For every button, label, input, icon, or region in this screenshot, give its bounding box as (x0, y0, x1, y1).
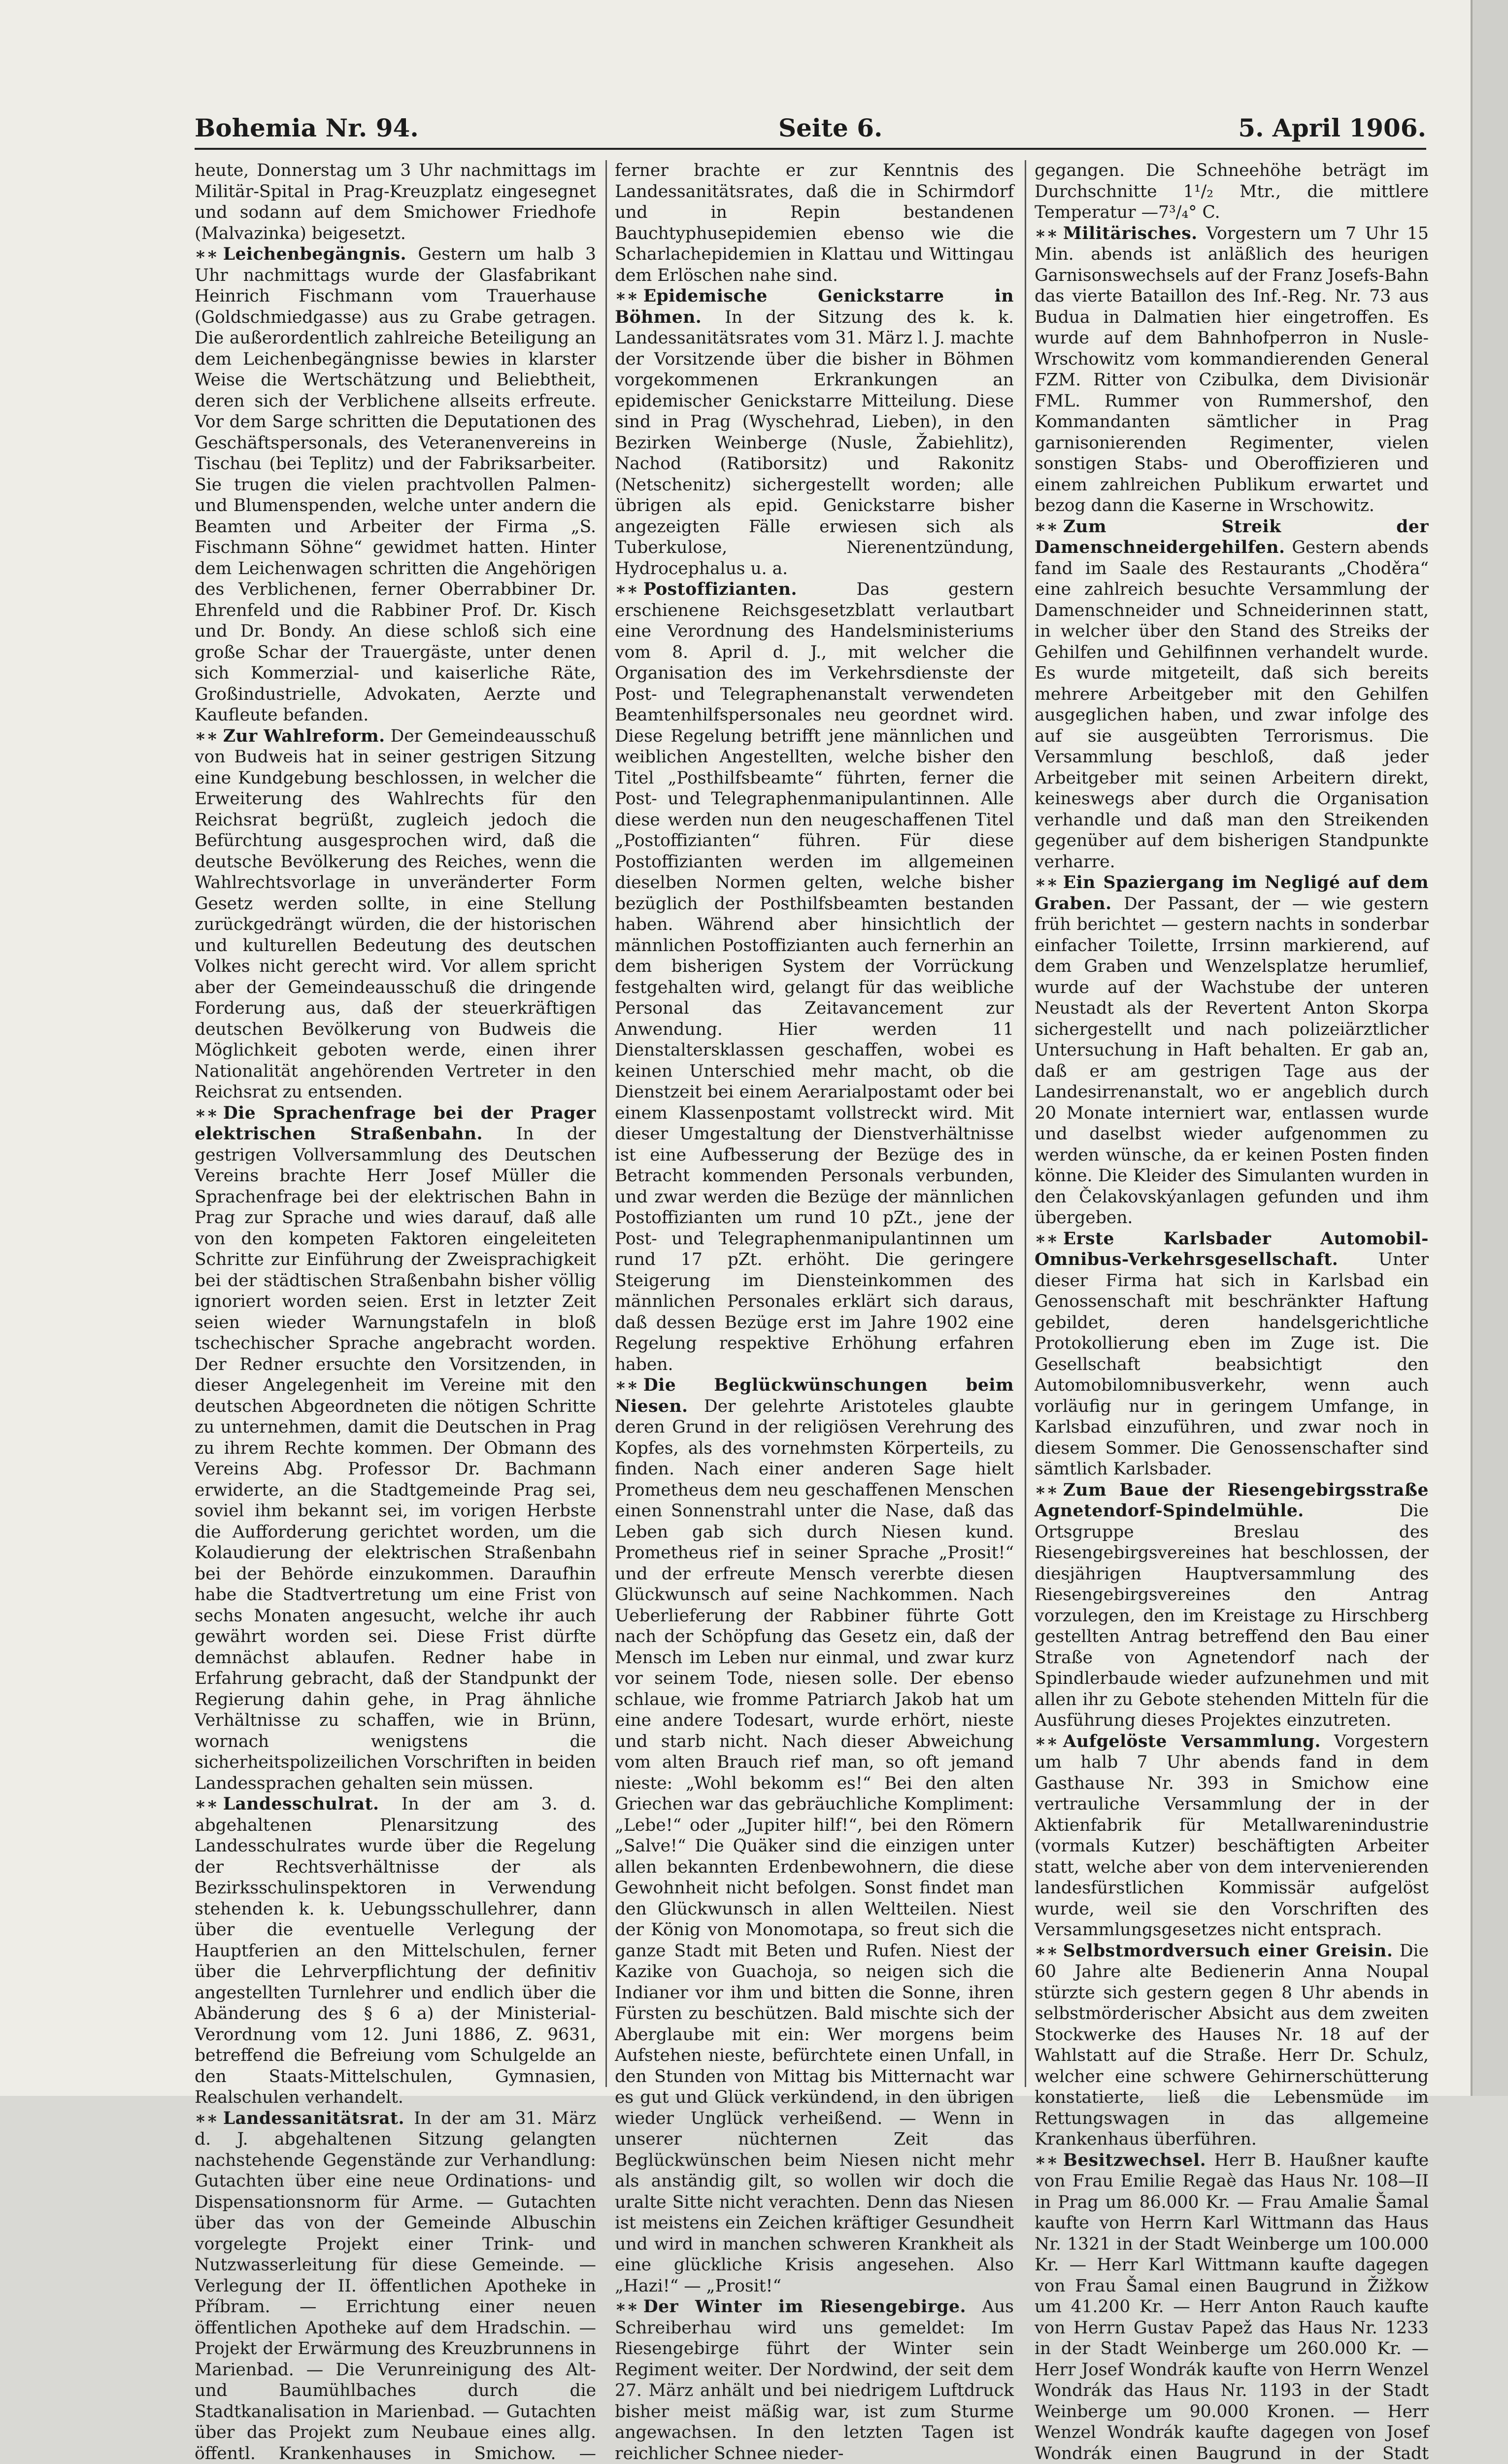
asterism-icon: ∗∗ (195, 244, 218, 264)
article (615, 160, 1014, 286)
article (1035, 516, 1429, 873)
article-headline: Ein Spaziergang im Negligé auf dem Graben. (1035, 873, 1429, 914)
article-headline: Epidemische Genickstarre in Böhmen. (615, 286, 1014, 327)
article-headline: Erste Karlsbader Automobil-Omnibus-Verkehrsgesellschaft. (1035, 1229, 1429, 1270)
article-body: Der gelehrte Aristoteles glaubte deren Grund in der religiösen Verehrung des Kopfes, als des vornehmsten Körperteils, zu finden. Nach einer anderen Sage hielt Prometheus dem neu geschaffenen Menschen einen Sonnenstrahl unter die Nase, daß das Leben gab sich durch Niesen kund. Prometheus rief in seiner Sprache „Prosit!“ und der erfreute Mensch vererbte diesen Glückwunsch auf seine Nachkommen. Nach Ueberlieferung der Rabbiner führte Gott nach der Schöpfung das Gesetz ein, daß der Mensch im Leben nur einmal, und zwar kurz vor seinem Tode, niesen solle. Der ebenso schlaue, wie fromme Patriarch Jakob hat um eine andere Todesart, wurde erhört, nieste und starb nicht. Nach dieser Abweichung vom alten Brauch rief man, so oft jemand nieste: „Wohl bekomm es!“ Bei den alten Griechen war das gebräuchliche Kompliment: „Lebe!“ oder „Jupiter hilf!“, bei den Römern „Salve!“ Die Quäker sind die einzigen unter allen bekannten Erdenbewohnern, die diese Gewohnheit nicht befolgen. Sonst findet man den Glückwunsch in allen Weltteilen. Niest der König von Monomotapa, so freut sich die ganze Stadt mit Beten und Rufen. Niest der Kazike von Guachoja, so neigen sich die Indianer vor ihm und bitten die Sonne, ihren Fürsten zu beschützen. Bald mischte sich der Aberglaube mit ein: Wer morgens beim Aufstehen nieste, befürchtete einen Unfall, in den Stunden von Mittag bis Mitternacht war es gut und Glück verkündend, in den übrigen wieder Unglück verheißend. — Wenn in unserer nüchternen Zeit das Beglückwünschen beim Niesen nicht mehr als anständig gilt, so wollen wir doch die uralte Sitte nicht verachten. Denn das Niesen ist meistens ein Zeichen kräftiger Gesundheit und wird in manchen schweren Krankheit als eine glückliche Krisis angesehen. Also „Hazi!“ — „Prosit!“ (615, 1397, 1014, 2296)
article-headline: Aufgelöste Versammlung. (1063, 1732, 1321, 1751)
article (1035, 1941, 1429, 2150)
asterism-icon: ∗∗ (195, 1103, 218, 1123)
article-headline: Leichenbegängnis. (223, 244, 406, 264)
asterism-icon: ∗∗ (1035, 1480, 1058, 1500)
article-body: gegangen. Die Schneehöhe beträgt im Durchschnitte 1¹/₂ Mtr., die mittlere Temperatur —7³/₄° C. (1035, 161, 1429, 222)
article-body: In der gestrigen Vollversammlung des Deutschen Vereins brachte Herr Josef Müller die Sprachenfrage bei der elektrischen Bahn in Prag zur Sprache und wies darauf, daß alle von den kompeten Faktoren eingeleiteten Schritte zur Einführung der Zweisprachigkeit bei der städtischen Straßenbahn bisher völlig ignoriert worden seien. Erst in letzter Zeit seien wieder Warnungstafeln in bloß tschechischer Sprache angebracht worden. Der Redner ersuchte den Vorsitzenden, in dieser Angelegenheit im Vereine mit den deutschen Abgeordneten die nötigen Schritte zu unternehmen, damit die Deutschen in Prag zu ihrem Rechte kommen. Der Obmann des Vereins Abg. Professor Dr. Bachmann erwiderte, an die Stadtgemeinde Prag sei, soviel ihm bekannt sei, im vorigen Herbste die Aufforderung gerichtet worden, um die Kolaudierung der elektrischen Straßenbahn bei der Behörde einzukommen. Daraufhin habe die Stadtvertretung um eine Frist von sechs Monaten angesucht, welche ihr auch gewährt worden sei. Diese Frist dürfte demnächst ablaufen. Redner habe in Erfahrung gebracht, daß der Standpunkt der Regierung dahin gehe, in Prag ähnliche Verhältnisse zu schaffen, wie in Brünn, wornach wenigstens die sicherheitspolizeilichen Vorschriften in beiden Landessprachen gehalten sein müssen. (195, 1124, 596, 1793)
article-body: In der Sitzung des k. k. Landessanitätsrates vom 31. März l. J. machte der Vorsitzende über die bisher in Böhmen vorgekommenen Erkrankungen an epidemischer Genickstarre Mitteilung. Diese sind in Prag (Wyschehrad, Lieben), in den Bezirken Weinberge (Nusle, Žabiehlitz), Nachod (Ratiborsitz) und Rakonitz (Netschenitz) sichergestellt worden; alle übrigen als epid. Genickstarre bisher angezeigten Fälle erwiesen sich als Tuberkulose, Nierenentzündung, Hydrocephalus u. a. (615, 308, 1014, 579)
article-headline: Die Sprachenfrage bei der Prager elektrischen Straßenbahn. (195, 1103, 596, 1144)
article-headline: Landesschulrat. (223, 1794, 379, 1814)
issue-date: 5. April 1906. (1238, 113, 1426, 142)
article (615, 1375, 1014, 2296)
article (195, 726, 596, 1103)
asterism-icon: ∗∗ (195, 2109, 218, 2128)
article-body: Herr B. Haußner kaufte von Frau Emilie Regaè das Haus Nr. 108—II in Prag um 86.000 Kr. — Frau Amalie Šamal kaufte von Herrn Karl Wittmann das Haus Nr. 1321 in der Stadt Weinberge um 100.000 Kr. — Herr Karl Wittmann kaufte dagegen von Frau Šamal einen Baugrund in Žižkow um 41.200 Kr. — Herr Anton Rauch kaufte von Herrn Gustav Papež das Haus Nr. 1233 in der Stadt Weinberge um 260.000 Kr. — Herr Josef Wondrák kaufte von Herrn Wenzel Wondrák das Haus Nr. 1193 in der Stadt Weinberge um 90.000 Kronen. — Herr Wenzel Wondrák kaufte dagegen von Josef Wondrák einen Baugrund in der Stadt (1035, 2151, 1429, 2464)
article-headline: Landessanitätsrat. (223, 2109, 404, 2128)
asterism-icon: ∗∗ (1035, 873, 1058, 892)
article (195, 244, 596, 726)
asterism-icon: ∗∗ (1035, 1941, 1058, 1961)
text-column-1 (195, 160, 596, 2087)
asterism-icon: ∗∗ (195, 726, 218, 746)
asterism-icon: ∗∗ (615, 286, 638, 306)
article (1035, 160, 1429, 223)
article-body: Der Passant, der — wie gestern früh berichtet — gestern nachts in sonderbar einfacher Toilette, Irrsinn markierend, auf dem Graben und Wenzelsplatze herumlief, wurde auf der Wachstube der unteren Neustadt als der Revertent Anton Skorpa sichergestellt und nach polizeiärztlicher Untersuchung in Haft behalten. Er gab an, daß er am gestrigen Tage aus der Landesirrenanstalt, wo er angeblich durch 20 Monate interniert war, entlassen wurde und daselbst wieder aufgenommen zu werden wünsche, da er keinen Posten finden könne. Die Kleider des Simulanten wurden in den Čelakovskýanlagen gefunden und ihm übergeben. (1035, 894, 1429, 1228)
article (615, 2296, 1014, 2464)
article (1035, 1229, 1429, 1480)
asterism-icon: ∗∗ (1035, 517, 1058, 537)
asterism-icon: ∗∗ (615, 2297, 638, 2317)
page-edge (1471, 0, 1508, 2096)
asterism-icon: ∗∗ (1035, 2151, 1058, 2170)
article (1035, 2150, 1429, 2464)
asterism-icon: ∗∗ (1035, 1732, 1058, 1751)
article (1035, 1480, 1429, 1731)
article-headline: Der Winter im Riesengebirge. (643, 2297, 966, 2317)
article-headline: Zum Streik der Damenschneidergehilfen. (1035, 517, 1429, 558)
article-headline: Militärisches. (1063, 224, 1198, 243)
text-column-3 (1035, 160, 1429, 2087)
asterism-icon: ∗∗ (1035, 1229, 1058, 1249)
column-divider (1025, 160, 1026, 2087)
article-body: Unter dieser Firma hat sich in Karlsbad ein Genossenschaft mit beschränkter Haftung gebildet, deren handelsgerichtliche Protokollierung eben im Zuge ist. Die Gesellschaft beabsichtigt den Automobilomnibusverkehr, wenn auch vorläufig nur in geringem Umfange, in Karlsbad einzuführen, und zwar noch in diesem Sommer. Die Genossenschafter sind sämtlich Karlsbader. (1035, 1250, 1429, 1479)
asterism-icon: ∗∗ (615, 580, 638, 599)
article (195, 2108, 596, 2464)
article-body: Die 60 Jahre alte Bedienerin Anna Noupal stürzte sich gestern gegen 8 Uhr abends in selbstmörderischer Absicht aus dem zweiten Stockwerke des Hauses Nr. 18 auf der Wahlstatt auf die Straße. Herr Dr. Schulz, welcher eine schwere Gehirnerschütterung konstatierte, ließ die Lebensmüde im Rettungswagen in das allgemeine Krankenhaus überführen. (1035, 1941, 1429, 2150)
asterism-icon: ∗∗ (1035, 224, 1058, 243)
article-body: In der am 31. März d. J. abgehaltenen Sitzung gelangten nachstehende Gegenstände zur Verhandlung: Gutachten über eine neue Ordinations- und Dispensationsnorm für Arme. — Gutachten über das von der Gemeinde Albuschin vorgelegte Projekt einer Trink- und Nutzwasserleitung für diese Gemeinde. — Verlegung der II. öffentlichen Apotheke in Příbram. — Errichtung einer neuen öffentlichen Apotheke auf dem Hradschin. — Projekt der Erwärmung des Kreuzbrunnens in Marienbad. — Die Verunreinigung des Alt- und Baumühlbaches durch die Stadtkanalisation in Marienbad. — Gutachten über das Projekt zum Neubaue eines allg. öffentl. Krankenhauses in Smichow. — (195, 2109, 596, 2464)
article (1035, 1731, 1429, 1941)
article-body: Vorgestern um 7 Uhr 15 Min. abends ist anläßlich des heurigen Garnisonswechsels auf der Franz Josefs-Bahn das vierte Bataillon des Inf.-Reg. Nr. 73 aus Budua in Dalmatien hier eingetroffen. Es wurde auf dem Bahnhofperron in Nusle-Wrschowitz vom kommandierenden General FZM. Ritter von Czibulka, dem Divisionär FML. Rummer von Rummershof, den Kommandanten sämtlicher in Prag garnisonierenden Regimenter, vielen sonstigen Stabs- und Oberoffizieren und einem zahlreichen Publikum erwartet und bezog dann die Kaserne in Wrschowitz. (1035, 224, 1429, 516)
article-body: ferner brachte er zur Kenntnis des Landessanitätsrates, daß die in Schirmdorf und in Repin bestandenen Bauchtyphusepidemien ebenso wie die Scharlachepidemien in Klattau und Wittingau dem Erlöschen nahe sind. (615, 161, 1014, 285)
article-body: Das gestern erschienene Reichsgesetzblatt verlautbart eine Verordnung des Handelsministeriums vom 8. April d. J., mit welcher die Organisation des im Verkehrsdienste der Post- und Telegraphenanstalt verwendeten Beamtenhilfspersonales neu geordnet wird. Diese Regelung betrifft jene männlichen und weiblichen Angestellten, welche bisher den Titel „Posthilfsbeamte“ führten, ferner die Post- und Telegraphenmanipulantinnen. Alle diese werden nun den neugeschaffenen Titel „Postoffizianten“ führen. Für diese Postoffizianten werden im allgemeinen dieselben Normen gelten, welche bisher bezüglich der Posthilfsbeamten bestanden haben. Während aber hinsichtlich der männlichen Postoffizianten auch fernerhin an dem bisherigen System der Vorrückung festgehalten wird, gelangt für das weibliche Personal das Zeitavancement zur Anwendung. Hier werden 11 Dienstaltersklassen geschaffen, wobei es keinen Unterschied mehr macht, ob die Dienstzeit bei einem Aerarialpostamt oder bei einem Klassenpostamt vollstreckt wird. Mit dieser Umgestaltung der Dienstverhältnisse ist eine Aufbesserung der Bezüge des in Betracht kommenden Personals verbunden, und zwar werden die Bezüge der männlichen Postoffizianten um rund 10 pZt., jene der Post- und Telegraphenmanipulantinnen um rund 17 pZt. erhöht. Die geringere Steigerung im Diensteinkommen des männlichen Personales erklärt sich daraus, daß dessen Bezüge erst im Jahre 1902 eine Regelung respektive Erhöhung erfahren haben. (615, 580, 1014, 1374)
article (195, 1103, 596, 1794)
article-headline: Postoffizianten. (643, 580, 797, 599)
column-divider (605, 160, 607, 2087)
article-headline: Zum Baue der Riesengebirgsstraße Agnetendorf-Spindelmühle. (1035, 1480, 1429, 1521)
asterism-icon: ∗∗ (615, 1375, 638, 1395)
page-header (195, 113, 1426, 150)
article-headline: Besitzwechsel. (1063, 2151, 1206, 2170)
article-body: Der Gemeindeausschuß von Budweis hat in seiner gestrigen Sitzung eine Kundgebung beschlossen, in welcher die Erweiterung des Wahlrechts für den Reichsrat begrüßt, zugleich jedoch die Befürchtung ausgesprochen wird, daß die deutsche Bevölkerung des Reiches, wenn die Wahlrechtsvorlage in unveränderter Form Gesetz werden sollte, in eine Stellung zurückgedrängt würden, die der historischen und kulturellen Bedeutung des deutschen Volkes nicht gerecht wird. Vor allem spricht aber der Gemeindeausschuß die dringende Forderung aus, daß der steuerkräftigen deutschen Bevölkerung von Budweis die Möglichkeit geboten werde, einen ihrer Nationalität angehörenden Vertreter in den Reichsrat zu entsenden. (195, 726, 596, 1102)
text-column-2 (615, 160, 1014, 2087)
asterism-icon: ∗∗ (195, 1794, 218, 1814)
article (195, 160, 596, 244)
article-body: heute, Donnerstag um 3 Uhr nachmittags im Militär-Spital in Prag-Kreuzplatz eingesegnet und sodann auf dem Smichower Friedhofe (Malvazinka) beigesetzt. (195, 161, 596, 243)
article-body: Gestern abends fand im Saale des Restaurants „Choděra“ eine zahlreich besuchte Versammlung der Damenschneider und Schneiderinnen statt, in welcher über den Stand des Streiks der Gehilfen und Gehilfinnen verhandelt wurde. Es wurde mitgeteilt, daß sich bereits mehrere Arbeitgeber mit den Gehilfen ausgeglichen haben, und zwar infolge des auf sie ausgeübten Terrorismus. Die Versammlung beschloß, daß jeder Arbeitgeber mit seinen Arbeitern direkt, keineswegs aber durch die Organisation verhandle und daß man den Streikenden gegenüber auf dem bisherigen Standpunkte verharre. (1035, 538, 1429, 872)
article-body: Vorgestern um halb 7 Uhr abends fand in dem Gasthause Nr. 393 in Smichow eine vertrauliche Versammlung der in der Aktienfabrik für Metallwarenindustrie (vormals Kutzer) beschäftigten Arbeiter statt, welche aber von dem intervenierenden landesfürstlichen Kommissär aufgelöst wurde, weil sie den Vorschriften des Versammlungsgesetzes nicht entsprach. (1035, 1732, 1429, 1940)
page-number: Seite 6. (778, 113, 882, 142)
article-body: In der am 3. d. abgehaltenen Plenarsitzung des Landesschulrates wurde über die Regelung der Rechtsverhältnisse der als Bezirksschulinspektoren in Verwendung stehenden k. k. Uebungsschullehrer, dann über die eventuelle Verlegung der Hauptferien an den Mittelschulen, ferner über die Lehrverpflichtung der definitiv angestellten Turnlehrer und endlich über die Abänderung des § 6 a) der Ministerial-Verordnung vom 12. Juni 1886, Z. 9631, betreffend die Befreiung vom Schulgelde an den Staats-Mittelschulen, Gymnasien, Realschulen verhandelt. (195, 1794, 596, 2107)
article (195, 1794, 596, 2108)
article (1035, 223, 1429, 516)
newspaper-name-issue: Bohemia Nr. 94. (195, 113, 419, 142)
article-headline: Zur Wahlreform. (223, 726, 385, 746)
article (1035, 872, 1429, 1229)
article (615, 286, 1014, 579)
article-headline: Selbstmordversuch einer Greisin. (1063, 1941, 1393, 1961)
article-headline: Die Beglückwünschungen beim Niesen. (615, 1375, 1014, 1416)
article-body: Die Ortsgruppe Breslau des Riesengebirgsvereines hat beschlossen, der diesjährigen Hauptversammlung des Riesengebirgsvereines den Antrag vorzulegen, den im Kreistage zu Hirschberg gestellten Antrag betreffend den Bau einer Straße von Agnetendorf nach der Spindlerbaude wieder aufzunehmen und mit allen ihr zu Gebote stehenden Mitteln für die Ausführung dieses Projektes einzutreten. (1035, 1501, 1429, 1730)
article (615, 579, 1014, 1375)
article-body: Aus Schreiberhau wird uns gemeldet: Im Riesengebirge führt der Winter sein Regiment weiter. Der Nordwind, der seit dem 27. März anhält und bei niedrigem Luftdruck bisher meist mäßig war, ist zum Sturme angewachsen. In den letzten Tagen ist reichlicher Schnee nieder- (615, 2297, 1014, 2464)
article-body: Gestern um halb 3 Uhr nachmittags wurde der Glasfabrikant Heinrich Fischmann vom Trauerhause (Goldschmiedgasse) aus zu Grabe getragen. Die außerordentlich zahlreiche Beteiligung an dem Leichenbegängnisse bewies in klarster Weise die Wertschätzung und Beliebtheit, deren sich der Verblichene allseits erfreute. Vor dem Sarge schritten die Deputationen des Geschäftspersonals, des Veteranenvereins in Tischau (bei Teplitz) und der Fabriksarbeiter. Sie trugen die vielen prachtvollen Palmen- und Blumenspenden, welche unter andern die Beamten und Arbeiter der Firma „S. Fischmann Söhne“ gewidmet hatten. Hinter dem Leichenwagen schritten die Angehörigen des Verblichenen, ferner Oberrabbiner Dr. Ehrenfeld und die Rabbiner Prof. Dr. Kisch und Dr. Bondy. An diese schloß sich eine große Schar der Trauergäste, unter denen sich Kommerzial- und kaiserliche Räte, Großindustrielle, Advokaten, Aerzte und Kaufleute befanden. (195, 244, 596, 725)
